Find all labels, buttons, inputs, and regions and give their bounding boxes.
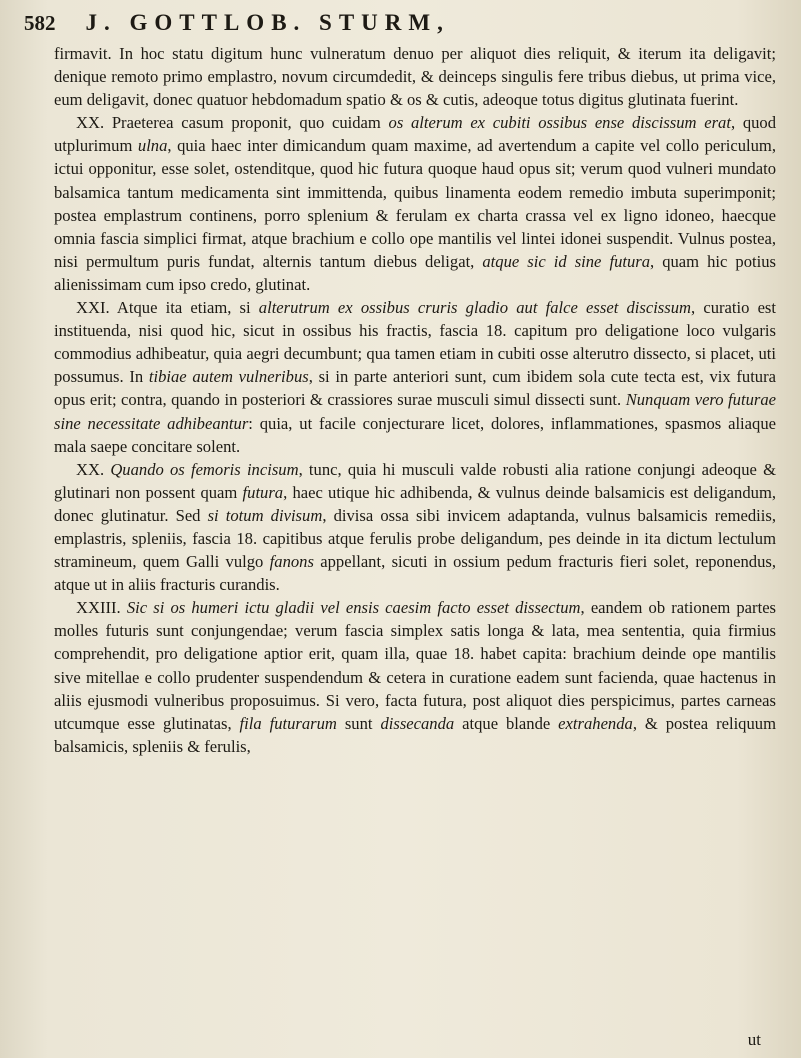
text-run: , divisa ossa sibi invicem adaptanda, vulnus balsamicis remediis, emplastris, spleniis, fascia 18. capitibus atque ferulis probe deligandum, pes deinde in ita dictum lectulum stramineum, quem Galli vulgo (54, 505, 776, 572)
text-run: , curatio est instituenda, nisi quod hic, sicut in ossibus his fractis, fascia 18. capitum pro deligatione loco vulgaris commodius adhibeatur, quia aegri decumbunt; qua tamen etiam in cubiti osse alterutro dissecto, si placet, uti possumus. In (54, 298, 777, 387)
text-run: atque blande (454, 713, 559, 733)
text-run: , quia haec inter dimicandum quam maxime, ad avertendum a capite vel collo periculum, ictui opponitur, esse solet, ostenditque, quod hic futura quoque haud opus sit; verum quod vulneri mundato balsamica tantum medicamenta sint immittenda, quibus linamenta eodem remedio imbuta superimponit; postea emplastrum continens, porro splenium & ferulam ex charta crassa vel ex ligno idoneo, haecque omnia fascia simplici firmat, atque brachium e collo ope mantilis vel lintei idonei suspendit. Vulnus postea, nisi permultum puris fundat, alternis tantum diebus deligat, (54, 136, 776, 271)
paragraph-section-xx (54, 111, 776, 296)
italic-phrase: fila futurarum (239, 713, 337, 733)
body-text (54, 42, 776, 758)
italic-phrase: futura (242, 482, 284, 502)
text-run: XX. Praeterea casum proponit, quo cuidam (76, 113, 389, 133)
text-run: , haec utique hic adhibenda, & vulnus deinde balsamicis est deligandum, donec glutinatur. Sed (54, 482, 776, 525)
text-run: , tunc, quia hi musculi valde robusti alia ratione conjungi adeoque & glutinari non possent quam (54, 459, 776, 502)
italic-phrase: si totum divisum (207, 505, 323, 525)
paragraph-section-xxi (54, 296, 776, 458)
text-run: XXI. Atque ita etiam, si (76, 298, 259, 318)
italic-phrase: dissecanda (380, 713, 455, 733)
text-run: firmavit. In hoc statu digitum hunc vulneratum denuo per aliquot dies reliquit, & iterum ita deligavit; denique remoto primo emplastro, novum circumdedit, & deinceps singulis fere tribus diebus, ut prima vice, eum deligavit, donec quatuor hebdomadum spatio & os & cutis, adeoque totus digitus glutinata fuerint. (54, 44, 776, 110)
italic-phrase: extrahenda (558, 713, 633, 733)
text-run: , si in parte anteriori sunt, cum ibidem sola cute tecta est, vix futura opus erit; contra, quando in posteriori & crassiores surae musculi simul dissecti sunt. (54, 367, 776, 410)
paragraph-section-xxiii (54, 596, 776, 758)
italic-phrase: alterutrum ex ossibus cruris gladio aut falce esset discissum (258, 298, 692, 318)
italic-phrase: Nunquam vero futurae sine necessitate adhibeantur (54, 390, 776, 433)
catchword: ut (747, 1030, 761, 1049)
paragraph-continuation (54, 42, 776, 111)
text-run: XXIII. (76, 598, 127, 618)
text-run: , quod utplurimum (54, 113, 777, 156)
italic-phrase: fanons (269, 552, 314, 572)
paragraph-section-xx-femur (54, 458, 776, 597)
running-head: J. GOTTLOB. STURM, (85, 10, 450, 35)
text-run: , quam hic potius alienissimam cum ipso credo, glutinat. (54, 251, 776, 294)
page-number: 582 (24, 10, 56, 35)
text-run: XX. (76, 459, 111, 479)
italic-phrase: Sic si os humeri ictu gladii vel ensis caesim facto esset dissectum (126, 598, 581, 618)
italic-phrase: Quando os femoris incisum (110, 459, 299, 479)
text-run: , eandem ob rationem partes molles futuris sunt conjungendae; verum fascia simplex satis longa & lata, mea sententia, quia firmius comprehendit, pro deligatione aptior erit, quam illa, quae 18. habet capita: brachium deinde ope mantilis sive mitellae e collo prudenter suspendendum & cetera in curatione eadem sunt facienda, quae hactenus in aliis ejusmodi vulneribus proposuimus. Si vero, facta futura, post aliquot dies perspicimus, partes carneas utcumque esse glutinatas, (54, 598, 777, 733)
italic-phrase: tibiae autem vulneribus (148, 367, 309, 387)
text-run: sunt (336, 713, 381, 733)
text-run: : quia, ut facile conjecturare licet, dolores, inflammationes, spasmos aliaque mala saepe concitare solent. (54, 413, 776, 456)
text-run: , & postea reliquum balsamicis, spleniis & ferulis, (54, 713, 776, 756)
italic-phrase: os alterum ex cubiti ossibus ense discissum erat (388, 113, 731, 133)
italic-phrase: ulna (137, 136, 168, 156)
page-header (24, 6, 784, 40)
text-run: appellant, sicuti in ossium pedum fracturis fieri solet, reponendus, atque ut in aliis fracturis curandis. (54, 552, 776, 595)
italic-phrase: atque sic id sine futura (482, 251, 651, 271)
